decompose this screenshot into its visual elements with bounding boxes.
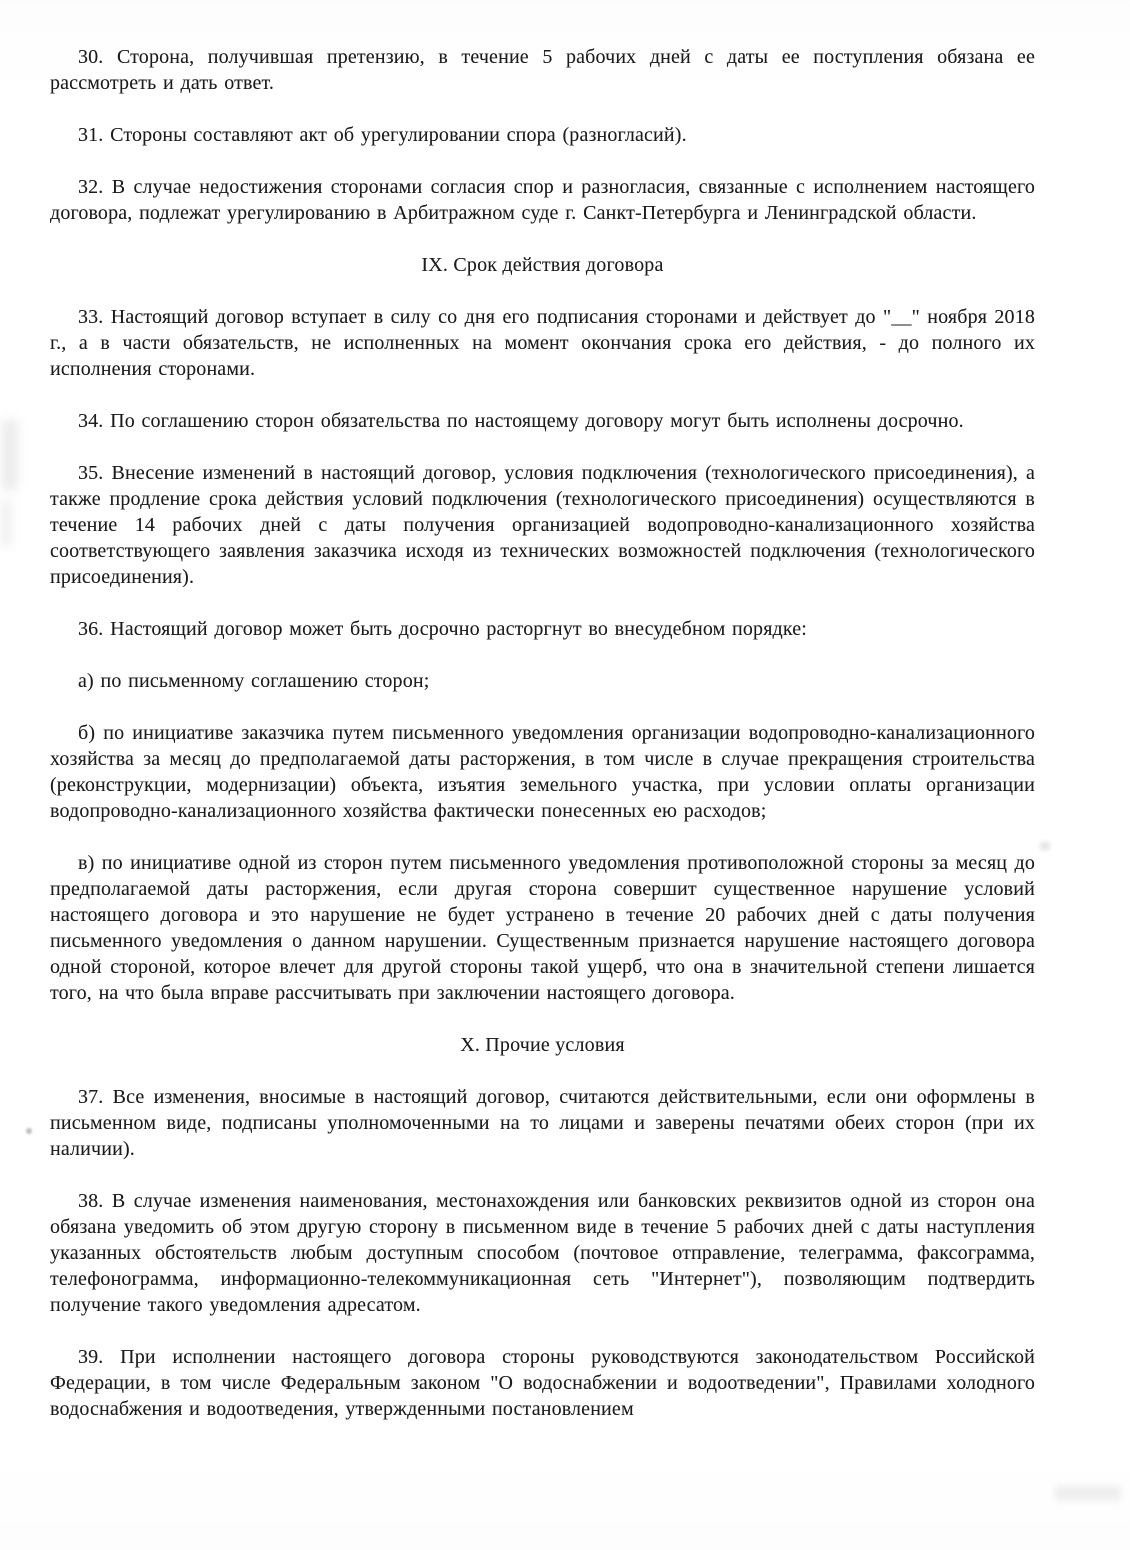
scan-smudge — [1055, 1486, 1121, 1500]
section-heading: IX. Срок действия договора — [421, 254, 664, 276]
contract-clause: 32. В случае недостижения сторонами согласия спор и разногласия, связанные с исполнением настоящего договора, подлежат урегулированию в Арбитражном суде г. Санкт-Петербурга и Ленинградской области. — [50, 176, 1035, 224]
contract-clause: б) по инициативе заказчика путем письменного уведомления организации водопроводно-канализационного хозяйства за месяц до предполагаемой даты расторжения, в том числе в случае прекращения строительства (реконструкции, модернизации) объекта, изъятия земельного участка, при условии оплаты организации водопроводно-канализационного хозяйства фактически понесенных ею расходов; — [50, 722, 1035, 822]
contract-clause: 33. Настоящий договор вступает в силу со дня его подписания сторонами и действует до "__" ноября 2018 г., а в части обязательств, не исполненных на момент окончания срока его действия, - до полного их исполнения сторонами. — [50, 306, 1035, 380]
scan-dot — [26, 1128, 32, 1134]
contract-text — [50, 44, 1035, 1448]
scan-smudge — [2, 420, 18, 490]
contract-clause: 39. При исполнении настоящего договора стороны руководствуются законодательством Российской Федерации, в том числе Федеральным законом "О водоснабжении и водоотведении", Правилами холодного водоснабжения и водоотведения, утвержденными постановлением — [50, 1346, 1035, 1420]
contract-clause: а) по письменному соглашению сторон; — [78, 670, 430, 692]
contract-clause: в) по инициативе одной из сторон путем письменного уведомления противоположной стороны за месяц до предполагаемой даты расторжения, если другая сторона совершит существенное нарушение условий настоящего договора и это нарушение не будет устранено в течение 20 рабочих дней с даты получения письменного уведомления о данном нарушении. Существенным признается нарушение настоящего договора одной стороной, которое влечет для другой стороны такой ущерб, что она в значительной степени лишается того, на что была вправе рассчитывать при заключении настоящего договора. — [50, 852, 1035, 1004]
contract-clause: 34. По соглашению сторон обязательства по настоящему договору могут быть исполнены досрочно. — [78, 410, 964, 432]
contract-clause: 36. Настоящий договор может быть досрочно расторгнут во внесудебном порядке: — [78, 618, 807, 640]
scan-smudge — [0, 500, 12, 546]
contract-clause: 31. Стороны составляют акт об урегулировании спора (разногласий). — [78, 124, 687, 146]
contract-clause: 35. Внесение изменений в настоящий договор, условия подключения (технологического присоединения), а также продление срока действия условий подключения (технологического присоединения) осуществляются в течение 14 рабочих дней с даты получения организацией водопроводно-канализационного хозяйства соответствующего заявления заказчика исходя из технических возможностей подключения (технологического присоединения). — [50, 462, 1035, 588]
contract-clause: 37. Все изменения, вносимые в настоящий договор, считаются действительными, если они оформлены в письменном виде, подписаны уполномоченными на то лицами и заверены печатями обеих сторон (при их наличии). — [50, 1086, 1035, 1160]
scan-smudge — [1040, 842, 1050, 850]
contract-clause: 38. В случае изменения наименования, местонахождения или банковских реквизитов одной из сторон она обязана уведомить об этом другую сторону в письменном виде в течение 5 рабочих дней с даты наступления указанных обстоятельств любым доступным способом (почтовое отправление, телеграмма, факсограмма, телефонограмма, информационно-телекоммуникационная сеть "Интернет"), позволяющим подтвердить получение такого уведомления адресатом. — [50, 1190, 1035, 1316]
contract-clause: 30. Сторона, получившая претензию, в течение 5 рабочих дней с даты ее поступления обязана ее рассмотреть и дать ответ. — [50, 46, 1035, 94]
section-heading: X. Прочие условия — [460, 1034, 625, 1056]
